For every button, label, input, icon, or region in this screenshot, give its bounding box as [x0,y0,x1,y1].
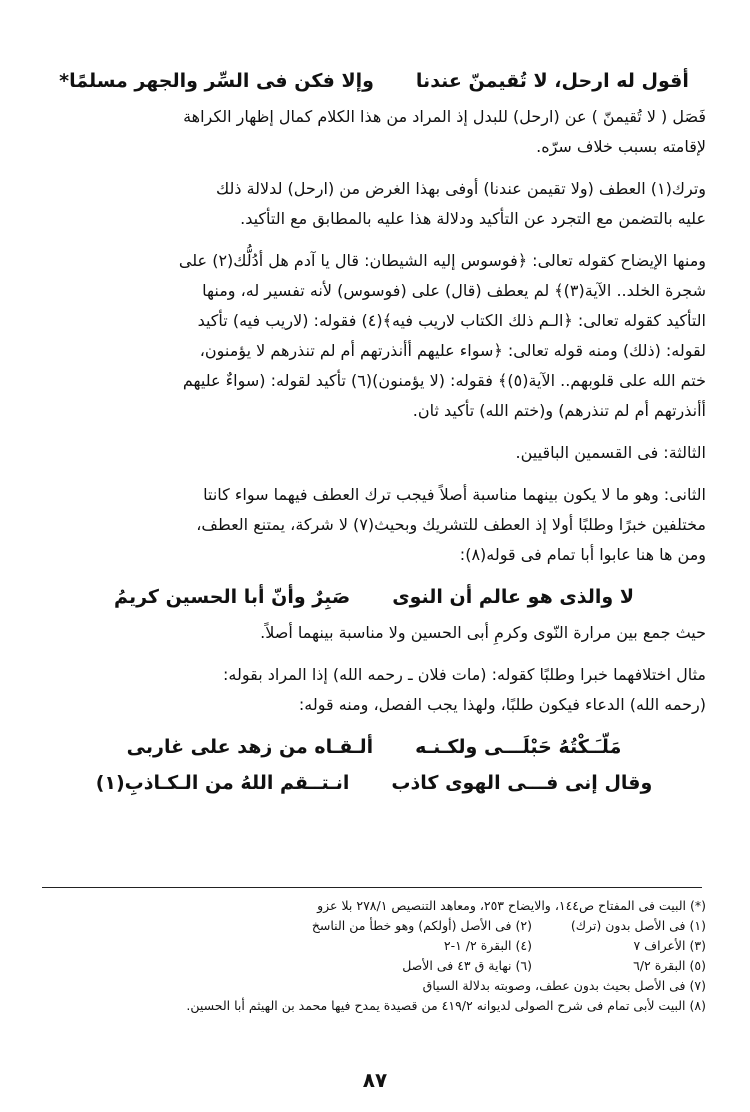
text-line: حيث جمع بين مرارة النّوى وكرمِ أبى الحسين ولا مناسبة بينهما أصلاً. [260,623,706,642]
footnote-1: (١) فى الأصل بدون (ترك) [570,918,706,933]
footnote-5: (٥) البقرة ٦/٢ [633,958,706,973]
footnote-row [42,916,706,936]
poem-verse-4 [42,768,706,798]
text-line: عليه بالتضمن مع التجرد عن التأكيد ودلالة هذا عليه بالمطابق مع التأكيد. [240,209,706,228]
text-line: ومنها الإيضاح كقوله تعالى: ﴿فوسوس إليه الشيطان: قال يا آدم هل أدُلُّك(٢) على [178,251,706,270]
verse-hemistich-first: وقال إنى فـــى الهوى كاذب [391,772,653,794]
text-line: مثال اختلافهما خبرا وطلبًا كقوله: (مات فلان ـ رحمه الله) إذا المراد بقوله: [223,665,706,684]
poem-verse-3 [42,732,706,762]
paragraph-explanation [42,618,706,648]
footnote-row [42,956,706,976]
text-line: وترك(١) العطف (ولا تقيمن عندنا) أوفى بهذا الغرض من (ارحل) لدلالة ذلك [216,179,706,198]
footnote-star: (*) البيت فى المفتاح ص١٤٤، والايضاح ٢٥٣، ومعاهد التنصيص ٢٧٨/١ بلا عزو [317,898,706,913]
paragraph-second-case [42,480,706,570]
text-line: شجرة الخلد.. الآية(٣)﴾ لم يعطف (قال) على (فوسوس) لأنه تفسير له، ومنها [202,281,706,300]
footnote-4: (٤) البقرة ٢/ ١-٢ [443,938,532,953]
page-number: ٨٧ [362,1068,388,1092]
paragraph-idah-tawkid [42,246,706,426]
text-line: التأكيد كقوله تعالى: ﴿الـم ذلك الكتاب لاريب فيه﴾(٤) فقوله: (لاريب فيه) تأكيد [197,311,706,330]
verse-hemistich-first: لا والذى هو عالم أن النوى [392,586,634,608]
text-line: لإقامته بسبب خلاف سرّه. [536,137,706,156]
page-body [42,66,706,804]
paragraph-third [42,438,706,468]
paragraph-fasl [42,102,706,162]
verse-hemistich-second: وإلا فكن فى السِّر والجهر مسلمًا* [59,70,374,92]
verse-hemistich-second: صَبِرٌ وأنّ أبا الحسين كريمُ [114,586,351,608]
text-line: ومن ها هنا عابوا أبا تمام فى قوله(٨): [459,545,706,564]
footnote-6: (٦) نهاية ق ٤٣ فى الأصل [402,958,532,973]
verse-hemistich-first: مَلّـَـكْتُهُ حَبْلَـــى ولكـنـه [415,736,622,758]
footnotes [42,896,706,1016]
verse-hemistich-second: ألـقـاه من زهد على غاربى [126,736,374,758]
paragraph-example [42,660,706,720]
footnote-8: (٨) البيت لأبى تمام فى شرح الصولى لديوانه ٤١٩/٢ من قصيدة يمدح فيها محمد بن الهيثم أبا الحسين. [186,998,706,1013]
footnote-row [42,936,706,956]
verse-hemistich-second: انـتــقم اللهُ من الـكـاذبِ(١) [95,772,350,794]
poem-verse-1 [42,66,706,96]
verse-hemistich-first: أقول له ارحل، لا تُقيمنّ عندنا [415,70,689,92]
text-line: لقوله: (ذلك) ومنه قوله تعالى: ﴿سواء عليهم أأنذرتهم أم لم تنذرهم لا يؤمنون، [199,341,706,360]
text-line: (رحمه الله) الدعاء فيكون طلبًا، ولهذا يجب الفصل، ومنه قوله: [298,695,706,714]
text-line: الثانى: وهو ما لا يكون بينهما مناسبة أصلاً فيجب ترك العطف فيهما سواء كانتا [203,485,706,504]
poem-verse-2 [42,582,706,612]
footnote-2: (٢) فى الأصل (أولكم) وهو خطأ من الناسخ [311,918,532,933]
paragraph-tark-alatf [42,174,706,234]
text-line: الثالثة: فى القسمين الباقيين. [515,443,706,462]
footnote-divider [42,887,702,888]
footnote-7: (٧) فى الأصل بحيث بدون عطف، وصوبته بدلالة السياق [422,978,706,993]
text-line: أأنذرتهم أم لم تنذرهم) و(ختم الله) تأكيد ثان. [412,401,706,420]
text-line: مختلفين خبرًا وطلبًا أولا إذ العطف للتشريك وبحيث(٧) لا شركة، يمتنع العطف، [196,515,706,534]
text-line: فَصَل ( لا تُقيمنّ ) عن (ارحل) للبدل إذ المراد من هذا الكلام كمال إظهار الكراهة [183,107,706,126]
footnote-3: (٣) الأعراف ٧ [633,938,706,953]
text-line: ختم الله على قلوبهم.. الآية(٥)﴾ فقوله: (لا يؤمنون)(٦) تأكيد لقوله: (سواءٌ عليهم [182,371,706,390]
